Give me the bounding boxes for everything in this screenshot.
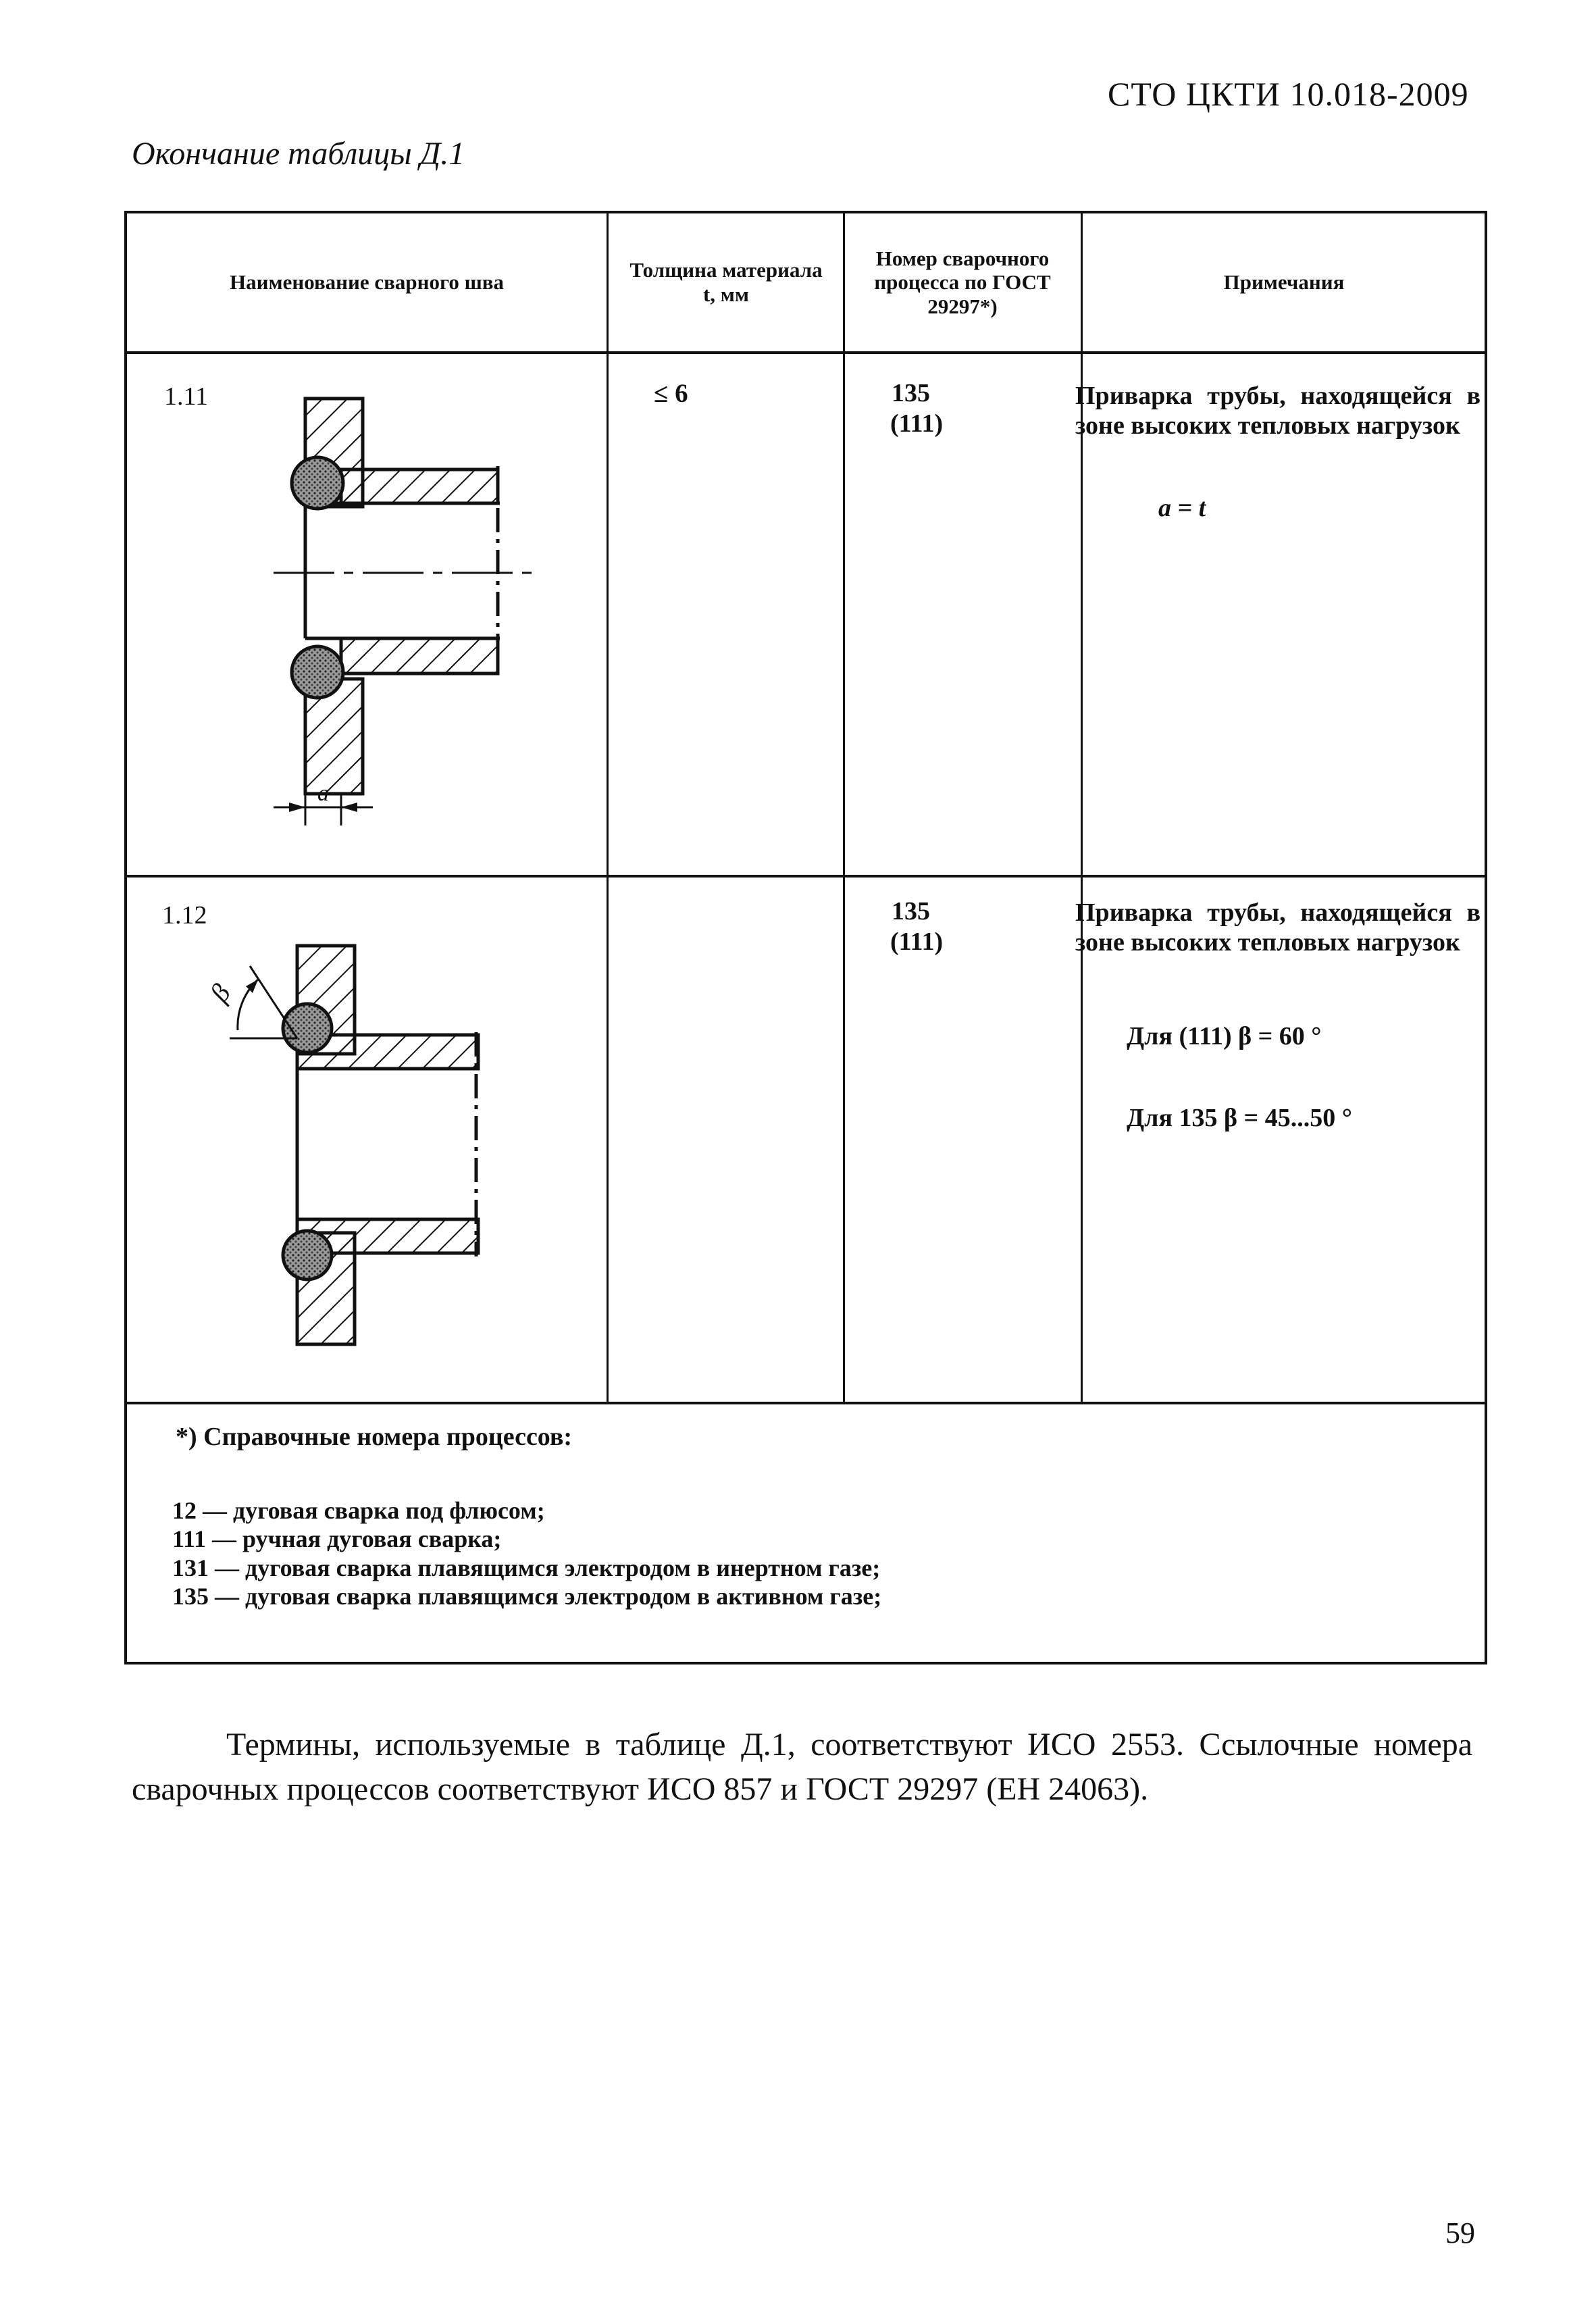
angle-ray-diagonal <box>250 966 297 1038</box>
footnote-title: *) Справочные номера процессов: <box>176 1423 573 1451</box>
footnote-item: 111 — ручная дуговая сварка; <box>172 1525 502 1553</box>
row-formula: a = t <box>1158 494 1206 522</box>
row-thickness: ≤ 6 <box>654 379 688 408</box>
footnote-item: 135 — дуговая сварка плавящимся электродом в активном газе; <box>172 1583 882 1610</box>
row-formula: Для 135 β = 45...50 ° <box>1127 1104 1352 1132</box>
dim-label-a: a <box>317 781 329 806</box>
weld-bead-upper <box>292 457 343 509</box>
row-note: Приварка трубы, находящейся в зоне высоких тепловых нагрузок <box>1075 898 1481 957</box>
row-formula: Для (111) β = 60 ° <box>1127 1022 1322 1050</box>
header-process: Номер сварочного процесса по ГОСТ 29297*) <box>874 246 1051 318</box>
header-name: Наименование сварного шва <box>230 270 504 295</box>
body-paragraph: Термины, используемые в таблице Д.1, соответствуют ИСО 2553. Ссылочные номера сварочных процессов соответствуют ИСО 857 и ГОСТ 29297 (ЕН 24063). <box>132 1727 1472 1808</box>
dim-arrow-right <box>341 803 357 812</box>
header-thickness: Толщина материала t, мм <box>629 258 823 306</box>
weld-drawing-1-12 <box>230 946 478 1344</box>
row-process-main: 135 <box>892 897 930 925</box>
pipe-lower-wall <box>341 638 498 673</box>
row-process-main: 135 <box>892 379 930 407</box>
table-continuation-title: Окончание таблицы Д.1 <box>132 136 465 172</box>
document-code: СТО ЦКТИ 10.018-2009 <box>1108 75 1469 113</box>
row-process-alt: (111) <box>890 409 944 438</box>
row-number: 1.11 <box>164 382 209 411</box>
dim-arrow-left <box>289 803 305 812</box>
footnote-item: 12 — дуговая сварка под флюсом; <box>172 1497 545 1524</box>
footnote-item: 131 — дуговая сварка плавящимся электродом в инертном газе; <box>172 1554 881 1581</box>
weld-drawing-1-11 <box>274 399 534 825</box>
weld-bead-lower <box>292 646 343 698</box>
row-process-alt: (111) <box>890 927 944 956</box>
page-number: 59 <box>1445 2216 1475 2250</box>
row-number: 1.12 <box>162 901 207 930</box>
pipe-upper-wall <box>341 469 498 503</box>
angle-label-beta: β <box>203 978 237 1007</box>
row-note: Приварка трубы, находящейся в зоне высоких тепловых нагрузок <box>1075 382 1481 440</box>
weld-bead-lower <box>283 1231 332 1279</box>
header-notes: Примечания <box>1223 270 1345 295</box>
